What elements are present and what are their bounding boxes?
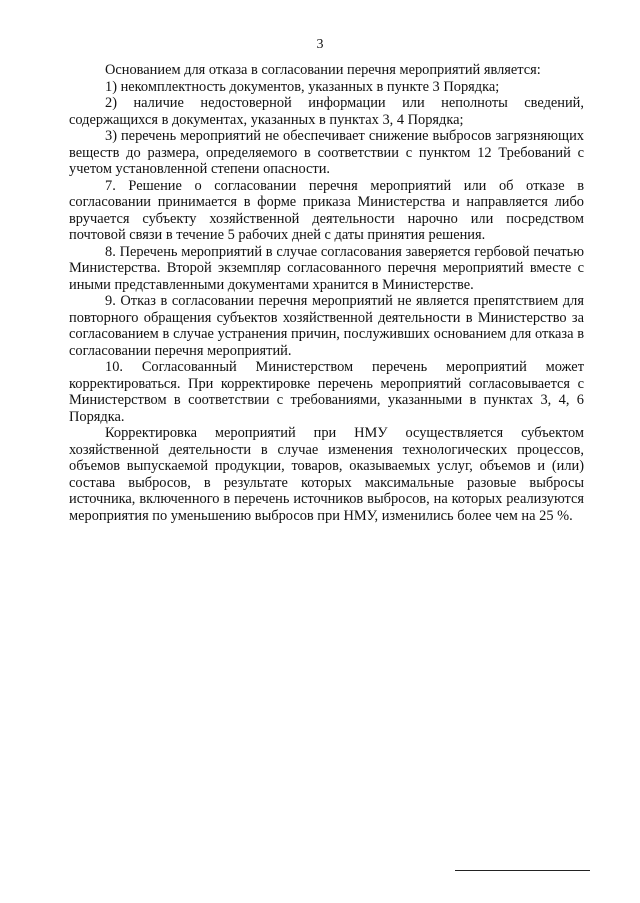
paragraph-clause-9: 9. Отказ в согласовании перечня мероприятий не является препятствием для повторного обращения субъектов хозяйственной деятельности в Министерство за согласованием в случае устранения причин, послуживших основанием для отказа в согласовании перечня мероприятий. xyxy=(69,293,584,359)
paragraph-refusal-ground-3: 3) перечень мероприятий не обеспечивает снижение выбросов загрязняющих веществ до размера, определяемого в соответствии с пунктом 12 Требований с учетом установленной степени опасности. xyxy=(69,128,584,177)
paragraph-correction-conditions: Корректировка мероприятий при НМУ осуществляется субъектом хозяйственной деятельности в случае изменения технологических процессов, объемов выпускаемой продукции, товаров, оказываемых услуг, объемов и (или) состава выбросов, в результате которых максимальные разовые выбросы источника, включенного в перечень источников выбросов, на которых реализуются мероприятия по уменьшению выбросов при НМУ, изменились более чем на 25 %. xyxy=(69,425,584,524)
footer-rule xyxy=(455,870,590,871)
paragraph-refusal-ground-2: 2) наличие недостоверной информации или неполноты сведений, содержащихся в документах, указанных в пунктах 3, 4 Порядка; xyxy=(69,95,584,128)
paragraph-refusal-ground-1: 1) некомплектность документов, указанных в пункте 3 Порядка; xyxy=(105,78,500,95)
paragraph-clause-7: 7. Решение о согласовании перечня мероприятий или об отказе в согласовании принимается в форме приказа Министерства и направляется либо вручается субъекту хозяйственной деятельности нарочно или посредством почтовой связи в течение 5 рабочих дней с даты принятия решения. xyxy=(69,177,584,243)
paragraph-clause-8: 8. Перечень мероприятий в случае согласования заверяется гербовой печатью Министерства. Второй экземпляр согласованного перечня мероприятий вместе с иными представленными документами хранится в Министерстве. xyxy=(69,243,584,293)
paragraph-clause-10: 10. Согласованный Министерством перечень мероприятий может корректироваться. При корректировке перечень мероприятий согласовывается с Министерством в соответствии с требованиями, указанными в пунктах 3, 4, 6 Порядка. xyxy=(69,359,584,425)
page-number: 3 xyxy=(316,37,324,52)
document-body xyxy=(69,62,584,524)
paragraph-refusal-grounds-intro: Основанием для отказа в согласовании перечня мероприятий является: xyxy=(105,62,541,78)
